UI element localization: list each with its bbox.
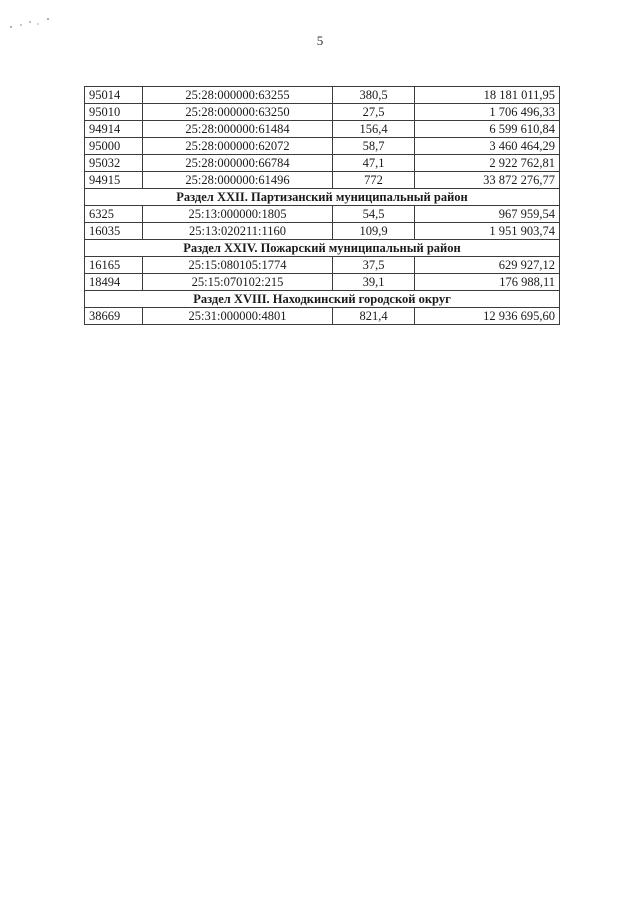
cadastral-number-cell: 25:15:080105:1774 — [143, 257, 333, 274]
registry-table-body — [85, 87, 560, 325]
area-cell: 27,5 — [333, 104, 415, 121]
table-row — [85, 308, 560, 325]
cadastral-number-cell: 25:15:070102:215 — [143, 274, 333, 291]
section-header-row — [85, 240, 560, 257]
cadastral-value-cell: 1 951 903,74 — [415, 223, 560, 240]
object-number-cell: 6325 — [85, 206, 143, 223]
section-title: Раздел XVIII. Находкинский городской округ — [85, 291, 560, 308]
table-row — [85, 155, 560, 172]
area-cell: 109,9 — [333, 223, 415, 240]
object-number-cell: 18494 — [85, 274, 143, 291]
table-row — [85, 121, 560, 138]
object-number-cell: 95010 — [85, 104, 143, 121]
section-header-row — [85, 291, 560, 308]
table-row — [85, 274, 560, 291]
table-row — [85, 206, 560, 223]
scan-speck-marks — [8, 16, 54, 30]
section-title: Раздел XXIV. Пожарский муниципальный район — [85, 240, 560, 257]
cadastral-value-cell: 18 181 011,95 — [415, 87, 560, 104]
area-cell: 380,5 — [333, 87, 415, 104]
page-number: 5 — [316, 33, 324, 48]
table-row — [85, 172, 560, 189]
cadastral-number-cell: 25:28:000000:63250 — [143, 104, 333, 121]
cadastral-number-cell: 25:13:020211:1160 — [143, 223, 333, 240]
area-cell: 54,5 — [333, 206, 415, 223]
table-row — [85, 87, 560, 104]
object-number-cell: 16035 — [85, 223, 143, 240]
cadastral-value-cell: 629 927,12 — [415, 257, 560, 274]
table-row — [85, 104, 560, 121]
cadastral-number-cell: 25:13:000000:1805 — [143, 206, 333, 223]
cadastral-value-cell: 1 706 496,33 — [415, 104, 560, 121]
cadastral-value-cell: 12 936 695,60 — [415, 308, 560, 325]
object-number-cell: 38669 — [85, 308, 143, 325]
table-row — [85, 257, 560, 274]
registry-table — [84, 86, 560, 325]
object-number-cell: 95014 — [85, 87, 143, 104]
section-header-row — [85, 189, 560, 206]
cadastral-number-cell: 25:28:000000:61496 — [143, 172, 333, 189]
object-number-cell: 94914 — [85, 121, 143, 138]
cadastral-number-cell: 25:28:000000:66784 — [143, 155, 333, 172]
object-number-cell: 95000 — [85, 138, 143, 155]
cadastral-number-cell: 25:28:000000:63255 — [143, 87, 333, 104]
cadastral-value-cell: 2 922 762,81 — [415, 155, 560, 172]
table-row — [85, 223, 560, 240]
area-cell: 58,7 — [333, 138, 415, 155]
object-number-cell: 95032 — [85, 155, 143, 172]
area-cell: 156,4 — [333, 121, 415, 138]
object-number-cell: 16165 — [85, 257, 143, 274]
area-cell: 47,1 — [333, 155, 415, 172]
cadastral-value-cell: 967 959,54 — [415, 206, 560, 223]
cadastral-value-cell: 3 460 464,29 — [415, 138, 560, 155]
cadastral-number-cell: 25:28:000000:61484 — [143, 121, 333, 138]
cadastral-value-cell: 6 599 610,84 — [415, 121, 560, 138]
area-cell: 39,1 — [333, 274, 415, 291]
area-cell: 37,5 — [333, 257, 415, 274]
object-number-cell: 94915 — [85, 172, 143, 189]
table-row — [85, 138, 560, 155]
cadastral-number-cell: 25:28:000000:62072 — [143, 138, 333, 155]
cadastral-value-cell: 176 988,11 — [415, 274, 560, 291]
cadastral-number-cell: 25:31:000000:4801 — [143, 308, 333, 325]
area-cell: 821,4 — [333, 308, 415, 325]
cadastral-value-cell: 33 872 276,77 — [415, 172, 560, 189]
area-cell: 772 — [333, 172, 415, 189]
section-title: Раздел XXII. Партизанский муниципальный район — [85, 189, 560, 206]
